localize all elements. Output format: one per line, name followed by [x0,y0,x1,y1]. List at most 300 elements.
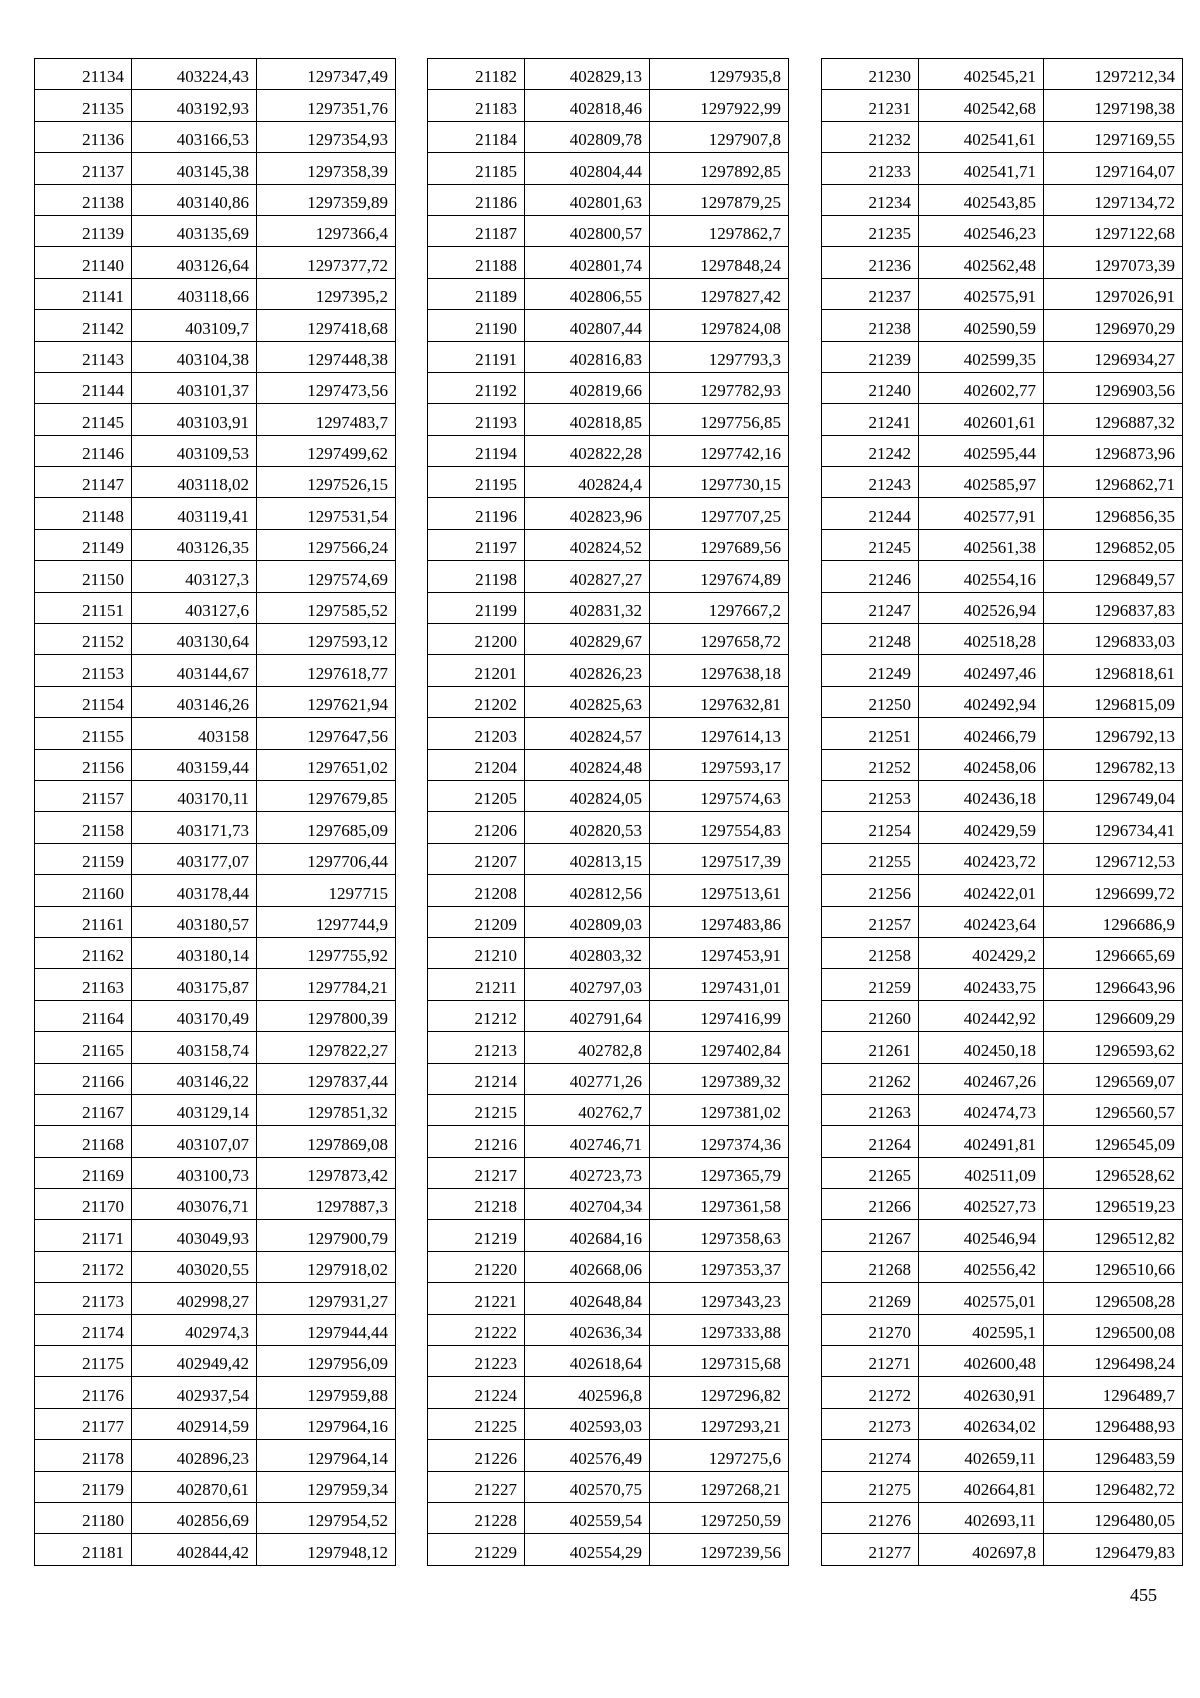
y-coordinate-cell: 1297593,17 [650,749,789,780]
point-number-cell: 21221 [428,1283,525,1314]
point-number-cell: 21211 [428,969,525,1000]
x-coordinate-cell: 402585,97 [919,467,1044,498]
y-coordinate-cell: 1297315,68 [650,1346,789,1377]
table-row [35,310,396,341]
table-row [822,153,1183,184]
y-coordinate-cell: 1296560,57 [1044,1094,1183,1125]
x-coordinate-cell: 402816,83 [525,341,650,372]
y-coordinate-cell: 1297351,76 [257,90,396,121]
y-coordinate-cell: 1296712,53 [1044,843,1183,874]
y-coordinate-cell: 1297679,85 [257,780,396,811]
y-coordinate-cell: 1297715 [257,875,396,906]
y-coordinate-cell: 1297879,25 [650,184,789,215]
table-row [822,1094,1183,1125]
point-number-cell: 21137 [35,153,132,184]
table-row [35,1126,396,1157]
y-coordinate-cell: 1297354,93 [257,121,396,152]
y-coordinate-cell: 1297268,21 [650,1471,789,1502]
table-row [822,1032,1183,1063]
table-row [428,812,789,843]
point-number-cell: 21172 [35,1251,132,1282]
table-row [428,1440,789,1471]
y-coordinate-cell: 1296528,62 [1044,1157,1183,1188]
point-number-cell: 21217 [428,1157,525,1188]
table-row [428,1032,789,1063]
point-number-cell: 21215 [428,1094,525,1125]
y-coordinate-cell: 1296970,29 [1044,310,1183,341]
y-coordinate-cell: 1297418,68 [257,310,396,341]
point-number-cell: 21262 [822,1063,919,1094]
point-number-cell: 21195 [428,467,525,498]
table-row [822,1346,1183,1377]
y-coordinate-cell: 1296508,28 [1044,1283,1183,1314]
table-row [428,1000,789,1031]
y-coordinate-cell: 1296749,04 [1044,780,1183,811]
y-coordinate-cell: 1296818,61 [1044,655,1183,686]
x-coordinate-cell: 402809,03 [525,906,650,937]
point-number-cell: 21206 [428,812,525,843]
x-coordinate-cell: 402450,18 [919,1032,1044,1063]
point-number-cell: 21177 [35,1408,132,1439]
x-coordinate-cell: 402466,79 [919,718,1044,749]
table-row [428,435,789,466]
table-row [428,1408,789,1439]
y-coordinate-cell: 1297948,12 [257,1534,396,1565]
point-number-cell: 21264 [822,1126,919,1157]
x-coordinate-cell: 403158,74 [132,1032,257,1063]
x-coordinate-cell: 403129,14 [132,1094,257,1125]
point-number-cell: 21210 [428,937,525,968]
table-row [428,592,789,623]
table-row [35,1032,396,1063]
table-row [428,1189,789,1220]
table-row [428,372,789,403]
table-row [822,1157,1183,1188]
y-coordinate-cell: 1296500,08 [1044,1314,1183,1345]
table-row [35,561,396,592]
point-number-cell: 21234 [822,184,919,215]
table-row [822,278,1183,309]
point-number-cell: 21205 [428,780,525,811]
y-coordinate-cell: 1296699,72 [1044,875,1183,906]
x-coordinate-cell: 402829,13 [525,59,650,90]
table-row [35,686,396,717]
table-row [822,1220,1183,1251]
x-coordinate-cell: 402554,29 [525,1534,650,1565]
x-coordinate-cell: 402809,78 [525,121,650,152]
point-number-cell: 21154 [35,686,132,717]
x-coordinate-cell: 403171,73 [132,812,257,843]
y-coordinate-cell: 1297574,63 [650,780,789,811]
point-number-cell: 21207 [428,843,525,874]
y-coordinate-cell: 1297706,44 [257,843,396,874]
y-coordinate-cell: 1296643,96 [1044,969,1183,1000]
point-number-cell: 21222 [428,1314,525,1345]
x-coordinate-cell: 402746,71 [525,1126,650,1157]
point-number-cell: 21202 [428,686,525,717]
point-number-cell: 21144 [35,372,132,403]
coordinate-table-3 [821,58,1183,1566]
x-coordinate-cell: 402804,44 [525,153,650,184]
y-coordinate-cell: 1297554,83 [650,812,789,843]
x-coordinate-cell: 403103,91 [132,404,257,435]
y-coordinate-cell: 1297632,81 [650,686,789,717]
y-coordinate-cell: 1297365,79 [650,1157,789,1188]
point-number-cell: 21135 [35,90,132,121]
x-coordinate-cell: 402819,66 [525,372,650,403]
y-coordinate-cell: 1297614,13 [650,718,789,749]
point-number-cell: 21268 [822,1251,919,1282]
table-row [428,561,789,592]
table-row [822,561,1183,592]
x-coordinate-cell: 403192,93 [132,90,257,121]
table-row [428,624,789,655]
x-coordinate-cell: 402474,73 [919,1094,1044,1125]
table-row [35,1189,396,1220]
y-coordinate-cell: 1296856,35 [1044,498,1183,529]
x-coordinate-cell: 402824,52 [525,529,650,560]
y-coordinate-cell: 1296833,03 [1044,624,1183,655]
x-coordinate-cell: 403130,64 [132,624,257,655]
y-coordinate-cell: 1297742,16 [650,435,789,466]
table-row [35,749,396,780]
x-coordinate-cell: 402559,54 [525,1502,650,1533]
point-number-cell: 21176 [35,1377,132,1408]
point-number-cell: 21218 [428,1189,525,1220]
y-coordinate-cell: 1297416,99 [650,1000,789,1031]
y-coordinate-cell: 1297621,94 [257,686,396,717]
table-row [35,1408,396,1439]
point-number-cell: 21242 [822,435,919,466]
x-coordinate-cell: 402556,42 [919,1251,1044,1282]
x-coordinate-cell: 403118,02 [132,467,257,498]
point-number-cell: 21250 [822,686,919,717]
coordinate-tables [34,58,1174,1566]
table-row [822,404,1183,435]
x-coordinate-cell: 402554,16 [919,561,1044,592]
table-row [35,247,396,278]
x-coordinate-cell: 402543,85 [919,184,1044,215]
table-row [428,341,789,372]
x-coordinate-cell: 402664,81 [919,1471,1044,1502]
point-number-cell: 21147 [35,467,132,498]
y-coordinate-cell: 1297473,56 [257,372,396,403]
x-coordinate-cell: 402914,59 [132,1408,257,1439]
point-number-cell: 21197 [428,529,525,560]
point-number-cell: 21267 [822,1220,919,1251]
y-coordinate-cell: 1296483,59 [1044,1440,1183,1471]
y-coordinate-cell: 1297483,7 [257,404,396,435]
table-row [428,215,789,246]
x-coordinate-cell: 403126,35 [132,529,257,560]
point-number-cell: 21165 [35,1032,132,1063]
y-coordinate-cell: 1296852,05 [1044,529,1183,560]
point-number-cell: 21159 [35,843,132,874]
point-number-cell: 21209 [428,906,525,937]
y-coordinate-cell: 1297483,86 [650,906,789,937]
point-number-cell: 21269 [822,1283,919,1314]
x-coordinate-cell: 402771,26 [525,1063,650,1094]
x-coordinate-cell: 403109,7 [132,310,257,341]
y-coordinate-cell: 1297250,59 [650,1502,789,1533]
x-coordinate-cell: 402659,11 [919,1440,1044,1471]
x-coordinate-cell: 403127,3 [132,561,257,592]
table-row [822,341,1183,372]
y-coordinate-cell: 1297499,62 [257,435,396,466]
x-coordinate-cell: 403076,71 [132,1189,257,1220]
table-row [428,310,789,341]
y-coordinate-cell: 1297848,24 [650,247,789,278]
point-number-cell: 21151 [35,592,132,623]
table-row [822,90,1183,121]
table-row [35,1220,396,1251]
x-coordinate-cell: 402561,38 [919,529,1044,560]
table-row [428,247,789,278]
point-number-cell: 21233 [822,153,919,184]
point-number-cell: 21204 [428,749,525,780]
point-number-cell: 21224 [428,1377,525,1408]
point-number-cell: 21256 [822,875,919,906]
x-coordinate-cell: 402704,34 [525,1189,650,1220]
page-number: 455 [1130,1585,1157,1605]
x-coordinate-cell: 402599,35 [919,341,1044,372]
y-coordinate-cell: 1297164,07 [1044,153,1183,184]
point-number-cell: 21163 [35,969,132,1000]
x-coordinate-cell: 402826,23 [525,655,650,686]
table-row [428,153,789,184]
y-coordinate-cell: 1297689,56 [650,529,789,560]
y-coordinate-cell: 1297402,84 [650,1032,789,1063]
y-coordinate-cell: 1297618,77 [257,655,396,686]
y-coordinate-cell: 1297169,55 [1044,121,1183,152]
x-coordinate-cell: 402803,32 [525,937,650,968]
y-coordinate-cell: 1297944,44 [257,1314,396,1345]
y-coordinate-cell: 1296479,83 [1044,1534,1183,1565]
x-coordinate-cell: 402791,64 [525,1000,650,1031]
y-coordinate-cell: 1297964,16 [257,1408,396,1439]
table-row [35,467,396,498]
x-coordinate-cell: 402648,84 [525,1283,650,1314]
y-coordinate-cell: 1297827,42 [650,278,789,309]
point-number-cell: 21235 [822,215,919,246]
y-coordinate-cell: 1297593,12 [257,624,396,655]
point-number-cell: 21162 [35,937,132,968]
y-coordinate-cell: 1297782,93 [650,372,789,403]
x-coordinate-cell: 402511,09 [919,1157,1044,1188]
point-number-cell: 21198 [428,561,525,592]
table-row [35,780,396,811]
x-coordinate-cell: 402818,85 [525,404,650,435]
table-row [428,875,789,906]
point-number-cell: 21196 [428,498,525,529]
table-row [428,498,789,529]
x-coordinate-cell: 403127,6 [132,592,257,623]
y-coordinate-cell: 1296519,23 [1044,1189,1183,1220]
y-coordinate-cell: 1297574,69 [257,561,396,592]
y-coordinate-cell: 1296569,07 [1044,1063,1183,1094]
y-coordinate-cell: 1297513,61 [650,875,789,906]
point-number-cell: 21186 [428,184,525,215]
table-row [822,1471,1183,1502]
y-coordinate-cell: 1296815,09 [1044,686,1183,717]
table-row [428,1063,789,1094]
y-coordinate-cell: 1296782,13 [1044,749,1183,780]
table-row [822,1502,1183,1533]
table-row [822,184,1183,215]
point-number-cell: 21272 [822,1377,919,1408]
x-coordinate-cell: 402423,64 [919,906,1044,937]
table-row [35,404,396,435]
table-row [822,1408,1183,1439]
point-number-cell: 21201 [428,655,525,686]
point-number-cell: 21166 [35,1063,132,1094]
table-row [822,1283,1183,1314]
x-coordinate-cell: 402422,01 [919,875,1044,906]
coordinate-table-1 [34,58,396,1566]
point-number-cell: 21265 [822,1157,919,1188]
x-coordinate-cell: 402575,01 [919,1283,1044,1314]
table-row [822,310,1183,341]
point-number-cell: 21185 [428,153,525,184]
x-coordinate-cell: 402497,46 [919,655,1044,686]
x-coordinate-cell: 402998,27 [132,1283,257,1314]
x-coordinate-cell: 403224,43 [132,59,257,90]
point-number-cell: 21203 [428,718,525,749]
x-coordinate-cell: 402595,1 [919,1314,1044,1345]
point-number-cell: 21157 [35,780,132,811]
x-coordinate-cell: 403146,22 [132,1063,257,1094]
point-number-cell: 21192 [428,372,525,403]
x-coordinate-cell: 402822,28 [525,435,650,466]
point-number-cell: 21227 [428,1471,525,1502]
y-coordinate-cell: 1296862,71 [1044,467,1183,498]
table-row [35,59,396,90]
point-number-cell: 21251 [822,718,919,749]
x-coordinate-cell: 402545,21 [919,59,1044,90]
x-coordinate-cell: 402577,91 [919,498,1044,529]
point-number-cell: 21241 [822,404,919,435]
y-coordinate-cell: 1297918,02 [257,1251,396,1282]
y-coordinate-cell: 1296837,83 [1044,592,1183,623]
table-row [428,404,789,435]
y-coordinate-cell: 1297959,34 [257,1471,396,1502]
y-coordinate-cell: 1297134,72 [1044,184,1183,215]
table-row [35,1346,396,1377]
x-coordinate-cell: 402541,61 [919,121,1044,152]
x-coordinate-cell: 402827,27 [525,561,650,592]
y-coordinate-cell: 1297784,21 [257,969,396,1000]
table-row [428,1251,789,1282]
x-coordinate-cell: 402974,3 [132,1314,257,1345]
x-coordinate-cell: 402807,44 [525,310,650,341]
y-coordinate-cell: 1296849,57 [1044,561,1183,592]
table-row [428,1314,789,1345]
x-coordinate-cell: 402636,34 [525,1314,650,1345]
y-coordinate-cell: 1297824,08 [650,310,789,341]
y-coordinate-cell: 1297658,72 [650,624,789,655]
x-coordinate-cell: 402820,53 [525,812,650,843]
point-number-cell: 21252 [822,749,919,780]
x-coordinate-cell: 402825,63 [525,686,650,717]
y-coordinate-cell: 1297964,14 [257,1440,396,1471]
point-number-cell: 21248 [822,624,919,655]
point-number-cell: 21183 [428,90,525,121]
point-number-cell: 21225 [428,1408,525,1439]
table-row [428,718,789,749]
x-coordinate-cell: 402693,11 [919,1502,1044,1533]
x-coordinate-cell: 402831,32 [525,592,650,623]
y-coordinate-cell: 1297959,88 [257,1377,396,1408]
table-row [35,1440,396,1471]
point-number-cell: 21189 [428,278,525,309]
point-number-cell: 21226 [428,1440,525,1471]
point-number-cell: 21148 [35,498,132,529]
x-coordinate-cell: 402949,42 [132,1346,257,1377]
point-number-cell: 21229 [428,1534,525,1565]
point-number-cell: 21149 [35,529,132,560]
point-number-cell: 21136 [35,121,132,152]
y-coordinate-cell: 1297822,27 [257,1032,396,1063]
table-row [428,749,789,780]
y-coordinate-cell: 1297892,85 [650,153,789,184]
point-number-cell: 21139 [35,215,132,246]
table-row [428,1502,789,1533]
table-row [35,1063,396,1094]
table-row [35,937,396,968]
y-coordinate-cell: 1296512,82 [1044,1220,1183,1251]
x-coordinate-cell: 403100,73 [132,1157,257,1188]
x-coordinate-cell: 402762,7 [525,1094,650,1125]
table-row [822,215,1183,246]
table-row [428,278,789,309]
point-number-cell: 21199 [428,592,525,623]
x-coordinate-cell: 402575,91 [919,278,1044,309]
x-coordinate-cell: 402782,8 [525,1032,650,1063]
point-number-cell: 21169 [35,1157,132,1188]
x-coordinate-cell: 402546,94 [919,1220,1044,1251]
point-number-cell: 21193 [428,404,525,435]
table-row [428,121,789,152]
x-coordinate-cell: 403144,67 [132,655,257,686]
point-number-cell: 21254 [822,812,919,843]
x-coordinate-cell: 402801,74 [525,247,650,278]
table-row [428,969,789,1000]
point-number-cell: 21171 [35,1220,132,1251]
table-row [428,59,789,90]
table-row [35,121,396,152]
x-coordinate-cell: 402634,02 [919,1408,1044,1439]
x-coordinate-cell: 403146,26 [132,686,257,717]
table-row [428,1126,789,1157]
table-row [822,59,1183,90]
point-number-cell: 21182 [428,59,525,90]
y-coordinate-cell: 1297381,02 [650,1094,789,1125]
y-coordinate-cell: 1296887,32 [1044,404,1183,435]
point-number-cell: 21141 [35,278,132,309]
x-coordinate-cell: 402423,72 [919,843,1044,874]
table-row [822,937,1183,968]
y-coordinate-cell: 1297073,39 [1044,247,1183,278]
point-number-cell: 21223 [428,1346,525,1377]
x-coordinate-cell: 402856,69 [132,1502,257,1533]
point-number-cell: 21146 [35,435,132,466]
table-row [35,435,396,466]
y-coordinate-cell: 1297566,24 [257,529,396,560]
table-row [35,278,396,309]
point-number-cell: 21275 [822,1471,919,1502]
point-number-cell: 21191 [428,341,525,372]
y-coordinate-cell: 1297353,37 [650,1251,789,1282]
